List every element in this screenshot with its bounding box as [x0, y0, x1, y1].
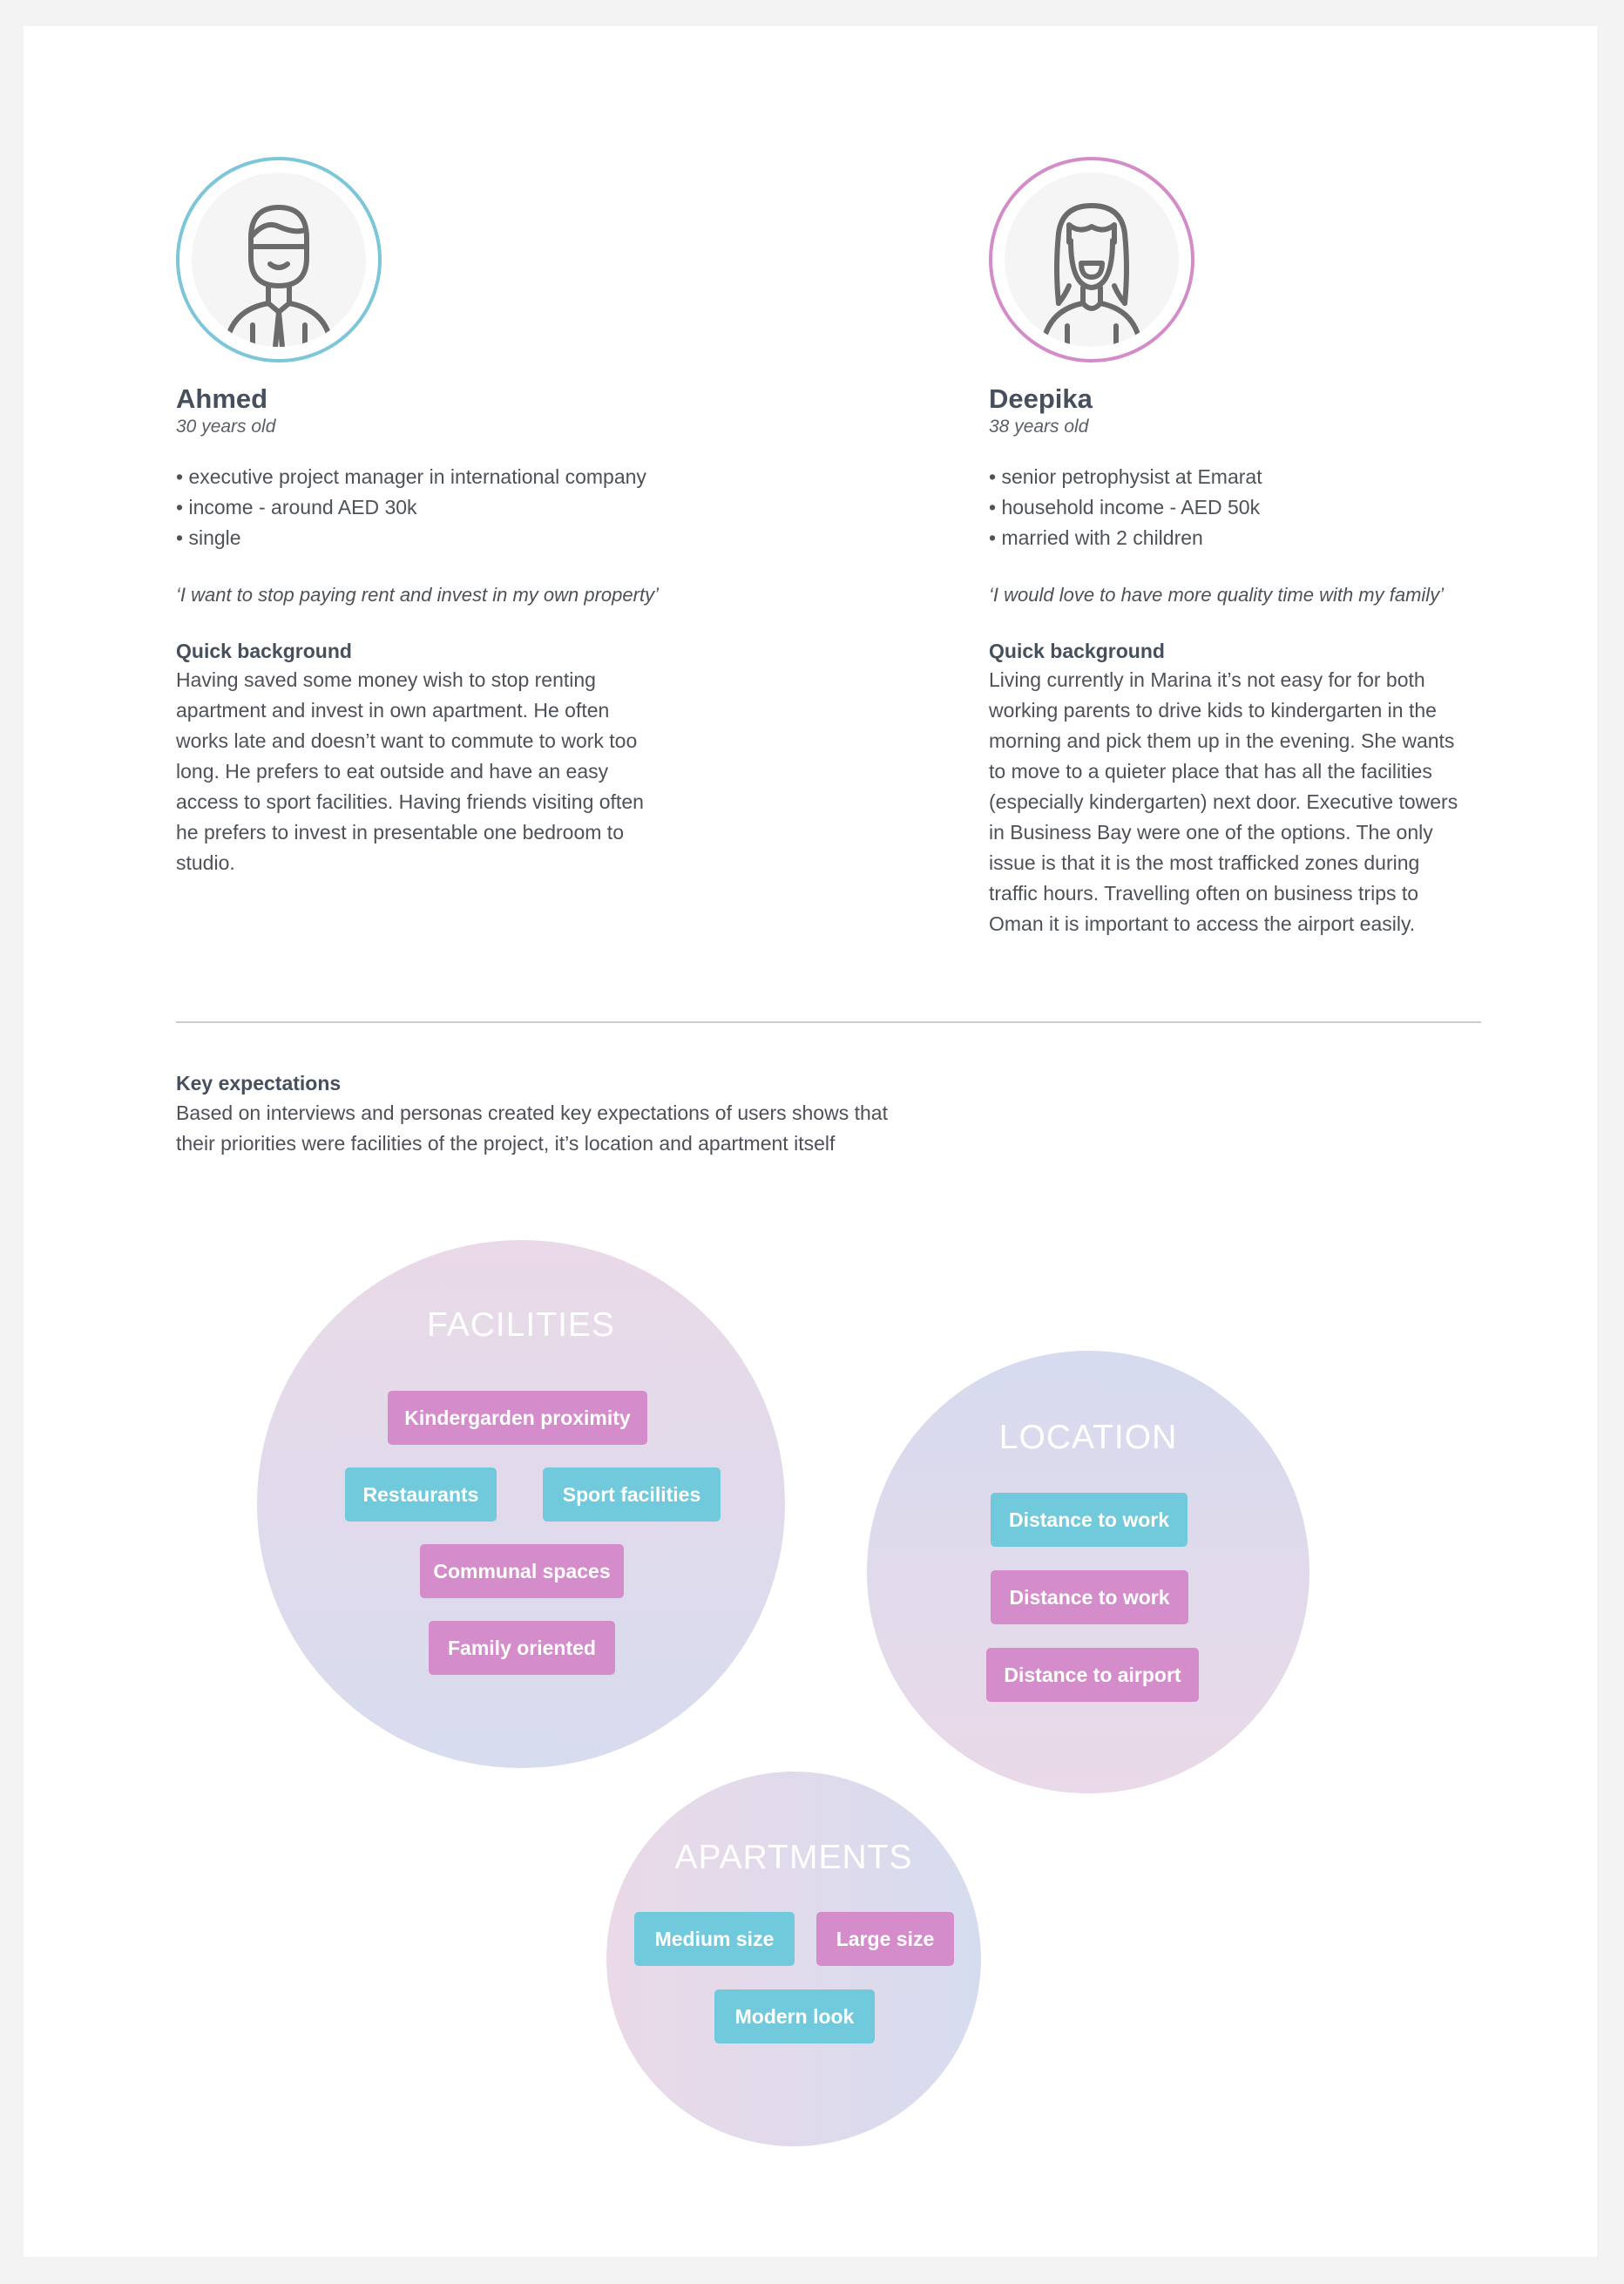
persona-name: Ahmed: [176, 383, 268, 414]
text-line: apartment and invest in own apartment. He often: [176, 699, 610, 722]
text-line: Living currently in Marina it’s not easy for for both: [989, 668, 1425, 691]
tag-distance-to-airport: Distance to airport: [986, 1648, 1199, 1702]
persona-age: 38 years old: [989, 417, 1089, 437]
list-item: • executive project manager in international company: [176, 462, 699, 492]
text-line: their priorities were facilities of the project, it’s location and apartment itself: [176, 1132, 836, 1155]
background-text: [989, 665, 1503, 939]
text-line: Based on interviews and personas created key expectations of users shows that: [176, 1101, 888, 1124]
list-item: • income - around AED 30k: [176, 492, 699, 523]
text-line: morning and pick them up in the evening. She wants: [989, 729, 1455, 752]
tag-family-oriented: Family oriented: [429, 1621, 615, 1675]
text-line: working parents to drive kids to kindergarten in the: [989, 699, 1437, 722]
apartments-circle: [606, 1772, 981, 2146]
text-line: studio.: [176, 851, 235, 874]
list-item: • married with 2 children: [989, 523, 1503, 553]
section-divider: [176, 1021, 1481, 1023]
text-line: access to sport facilities. Having friends visiting often: [176, 790, 644, 813]
list-item: • household income - AED 50k: [989, 492, 1503, 523]
tag-distance-to-work: Distance to work: [991, 1570, 1188, 1624]
text-line: Having saved some money wish to stop renting: [176, 668, 596, 691]
man-avatar-icon: [192, 173, 366, 347]
persona-age: 30 years old: [176, 417, 276, 437]
background-title: Quick background: [989, 640, 1165, 662]
text-line: to move to a quieter place that has all the facilities: [989, 760, 1432, 783]
text-line: traffic hours. Travelling often on business trips to: [989, 882, 1419, 905]
text-line: (especially kindergarten) next door. Executive towers: [989, 790, 1458, 813]
tag-communal-spaces: Communal spaces: [420, 1544, 624, 1598]
text-line: Oman it is important to access the airport easily.: [989, 912, 1416, 935]
list-item: • single: [176, 523, 699, 553]
page-sheet: [24, 26, 1597, 2257]
tag-large-size: Large size: [816, 1912, 954, 1966]
persona-facts: [989, 462, 1503, 553]
background-text: [176, 665, 699, 878]
location-title: LOCATION: [998, 1419, 1178, 1456]
key-expectations-title: Key expectations: [176, 1072, 342, 1095]
woman-avatar-icon: [1005, 173, 1179, 347]
avatar: [176, 157, 382, 363]
persona-card-ahmed: [176, 157, 699, 878]
tag-restaurants: Restaurants: [345, 1467, 497, 1522]
text-line: works late and doesn’t want to commute to work too: [176, 729, 638, 752]
facilities-circle: [257, 1240, 785, 1768]
persona-quote: ‘I would love to have more quality time with my family’: [989, 584, 1445, 606]
list-item: • senior petrophysist at Emarat: [989, 462, 1503, 492]
text-line: issue is that it is the most trafficked zones during: [989, 851, 1420, 874]
apartments-title: APARTMENTS: [674, 1839, 913, 1876]
persona-card-deepika: [989, 157, 1503, 939]
persona-facts: [176, 462, 699, 553]
background-title: Quick background: [176, 640, 352, 662]
persona-name: Deepika: [989, 383, 1093, 414]
text-line: long. He prefers to eat outside and have an easy: [176, 760, 609, 783]
text-line: in Business Bay were one of the options. The only: [989, 821, 1433, 844]
avatar: [989, 157, 1194, 363]
tag-medium-size: Medium size: [634, 1912, 795, 1966]
tag-distance-to-work: Distance to work: [991, 1493, 1188, 1547]
key-expectations-text: [176, 1098, 934, 1159]
persona-quote: ‘I want to stop paying rent and invest in my own property’: [176, 584, 659, 606]
location-circle: [867, 1351, 1309, 1793]
text-line: he prefers to invest in presentable one bedroom to: [176, 821, 624, 844]
tag-modern-look: Modern look: [714, 1989, 875, 2043]
facilities-title: FACILITIES: [427, 1306, 615, 1344]
tag-kindergarden-proximity: Kindergarden proximity: [388, 1391, 647, 1445]
key-expectations: [176, 1068, 934, 1159]
tag-sport-facilities: Sport facilities: [543, 1467, 721, 1522]
